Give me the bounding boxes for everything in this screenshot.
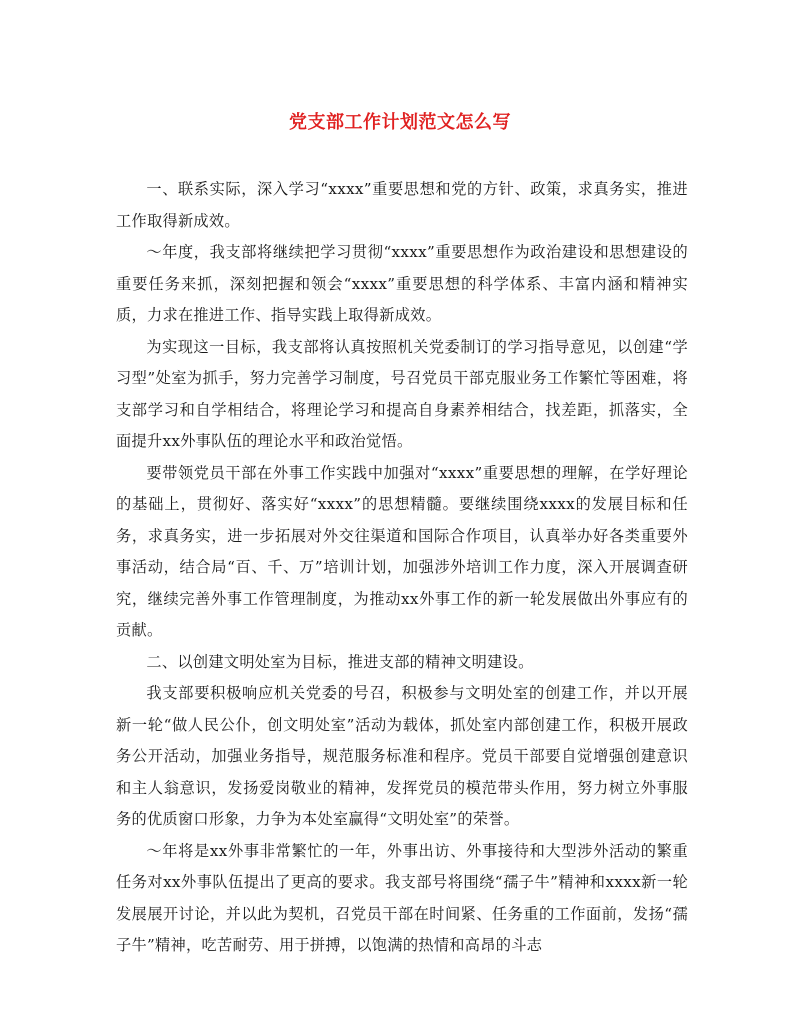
paragraph-section-two-heading: 二、以创建文明处室为目标，推进支部的精神文明建设。 bbox=[146, 652, 534, 671]
paragraph: 为实现这一目标，我支部将认真按照机关党委制订的学习指导意见，以创建“学习型”处室为抓手，努力完善学习制度，号召党员干部克服业务工作繁忙等困难，将支部学习和自学相结合，将理论学习和提高自身素养相结合，找差距，抓落实，全面提升xx外事队伍的理论水平和政治觉悟。 bbox=[116, 337, 688, 450]
paragraph: 要带领党员干部在外事工作实践中加强对“xxxx”重要思想的理解，在学好理论的基础上，贯彻好、落实好“xxxx”的思想精髓。要继续围绕xxxx的发展目标和任务，求真务实，进一步拓展对外交往渠道和国际合作项目，认真举办好各类重要外事活动，结合局“百、千、万”培训计划，加强涉外培训工作力度，深入开展调查研究，继续完善外事工作管理制度，为推动xx外事工作的新一轮发展做出外事应有的贡献。 bbox=[116, 463, 688, 639]
paragraph: ～年度，我支部将继续把学习贯彻“xxxx”重要思想作为政治建设和思想建设的重要任务来抓，深刻把握和领会“xxxx”重要思想的科学体系、丰富内涵和精神实质，力求在推进工作、指导实践上取得新成效。 bbox=[116, 243, 688, 324]
paragraph: ～年将是xx外事非常繁忙的一年，外事出访、外事接待和大型涉外活动的繁重任务对xx外事队伍提出了更高的要求。我支部号将围绕“孺子牛”精神和xxxx新一轮发展展开讨论，并以此为契机，召党员干部在时间紧、任务重的工作面前，发扬“孺子牛”精神，吃苦耐劳、用于拼搏，以饱满的热情和高昂的斗志 bbox=[116, 841, 688, 954]
paragraph: 我支部要积极响应机关党委的号召，积极参与文明处室的创建工作，并以开展新一轮“做人民公仆，创文明处室”活动为载体，抓处室内部创建工作，积极开展政务公开活动，加强业务指导，规范服务标准和程序。党员干部要自觉增强创建意识和主人翁意识，发扬爱岗敬业的精神，发挥党员的模范带头作用，努力树立外事服务的优质窗口形象，力争为本处室赢得“文明处室”的荣誉。 bbox=[116, 684, 688, 828]
paragraph-section-one-heading: 一、联系实际，深入学习“xxxx”重要思想和党的方针、政策，求真务实，推进工作取得新成效。 bbox=[116, 180, 688, 230]
document-body bbox=[116, 174, 688, 962]
document-title: 党支部工作计划范文怎么写 bbox=[289, 112, 511, 133]
